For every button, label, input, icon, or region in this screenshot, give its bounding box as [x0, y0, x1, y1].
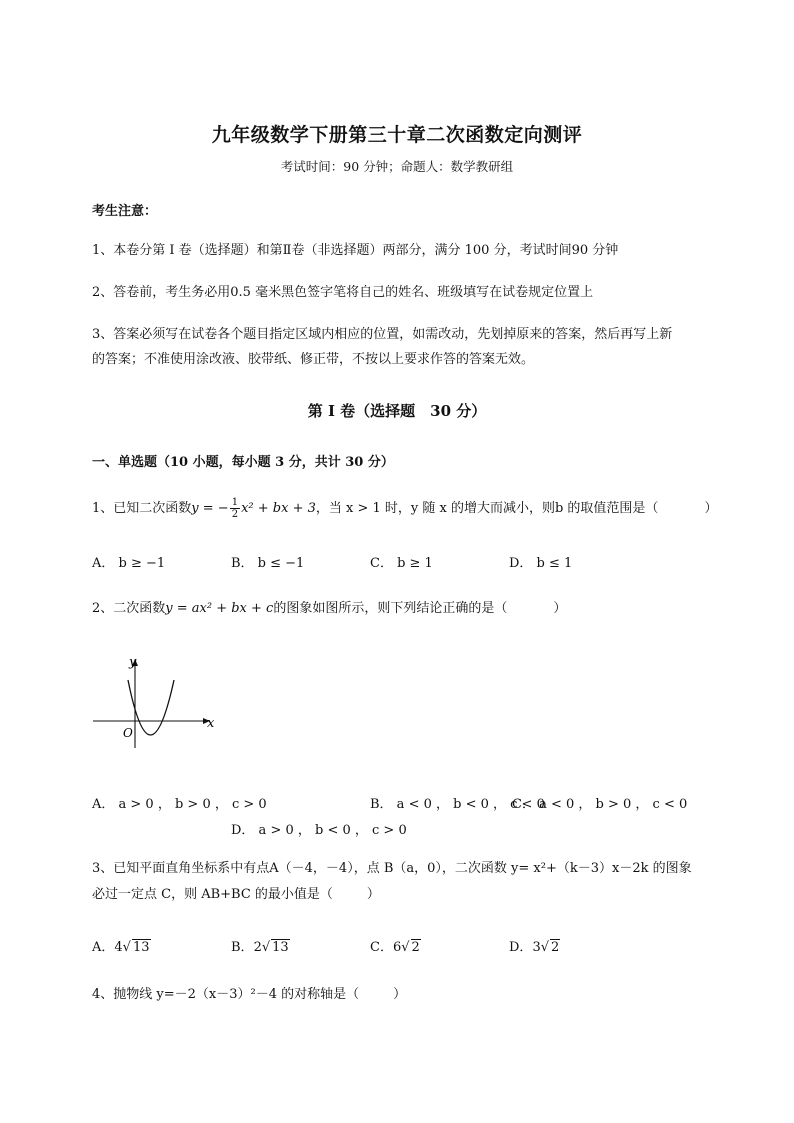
- q2-option-a[interactable]: A． a > 0 ， b > 0 ， c > 0: [92, 797, 267, 812]
- sqrt-icon: √: [401, 940, 410, 955]
- q3-option-a[interactable]: [92, 936, 151, 955]
- q3-option-d[interactable]: [509, 936, 560, 955]
- q1-frac-num: 1: [231, 497, 239, 508]
- q1-fraction: [230, 497, 240, 520]
- notice-item-2: 2、答卷前，考生务必用0.5 毫米黑色签字笔将自己的姓名、班级填写在试卷规定位置上: [92, 285, 594, 300]
- q3-b-label: B．: [231, 940, 254, 955]
- q3-d-rad: 2: [551, 940, 560, 955]
- question-3-line-2: [92, 882, 380, 907]
- q1-close: ）: [704, 501, 718, 516]
- notice-item-3-cont: 的答案；不准使用涂改液、胶带纸、修正带，不按以上要求作答的答案无效。: [92, 352, 535, 367]
- notice-heading: 考生注意：: [92, 204, 158, 219]
- q3-d-coef: 3: [532, 940, 541, 955]
- sqrt-icon: √: [122, 940, 131, 955]
- q4-close: ）: [393, 987, 407, 1002]
- q3-b-rad: 13: [272, 940, 289, 955]
- origin-label: O: [123, 726, 133, 740]
- q3-b-coef: 2: [253, 940, 262, 955]
- q3-a-coef: 4: [114, 940, 123, 955]
- q2-eq: y = ax² + bx + c: [165, 601, 274, 616]
- question-2: [92, 596, 566, 621]
- q3-option-b[interactable]: [231, 936, 290, 955]
- question-3-line-1: 3、已知平面直角坐标系中有点A（－4，－4），点 B（a，0），二次函数 y= x²+（k－3）x－2k 的图象: [92, 861, 692, 876]
- x-axis-label: x: [207, 716, 215, 731]
- q1-frac-den: 2: [231, 509, 239, 520]
- q3-option-c[interactable]: [370, 936, 421, 955]
- q1-mid: y 随 x 的增大而减小，则b 的取值范围是（: [410, 501, 659, 516]
- y-axis-label: y: [129, 655, 137, 670]
- q3-c-label: C．: [370, 940, 393, 955]
- q3-c-coef: 6: [392, 940, 402, 955]
- q1-option-c[interactable]: C． b ≥ 1: [370, 556, 433, 571]
- q1-prefix: 1、已知二次函数: [92, 501, 192, 516]
- q4-text: 4、抛物线 y=－2（x－3）²－4 的对称轴是（: [92, 987, 360, 1002]
- q3-d-label: D．: [509, 940, 533, 955]
- notice-item-1: 1、本卷分第 I 卷（选择题）和第Ⅱ卷（非选择题）两部分，满分 100 分，考试时间90 分钟: [92, 243, 619, 258]
- question-4: [92, 982, 406, 1007]
- q2-close: ）: [553, 601, 567, 616]
- section-title: 第 I 卷（选择题 30 分）: [307, 402, 487, 420]
- q1-option-a[interactable]: A． b ≥ −1: [92, 556, 166, 571]
- q2-option-d[interactable]: D． a > 0 ， b < 0 ， c > 0: [231, 823, 407, 838]
- page-title: 九年级数学下册第三十章二次函数定向测评: [211, 124, 583, 146]
- q3-close: ）: [366, 887, 380, 902]
- q3-line2-text: 必过一定点 C，则 AB+BC 的最小值是（: [92, 887, 333, 902]
- exam-subtitle: 考试时间：90 分钟；命题人：数学教研组: [280, 159, 514, 174]
- q1-eq: = −: [198, 501, 229, 516]
- q1-y: y: [191, 501, 199, 516]
- part-title: 一、单选题（10 小题，每小题 3 分，共计 30 分）: [92, 455, 394, 470]
- q1-rest: x² + bx + 3: [241, 501, 316, 516]
- q3-a-rad: 13: [132, 940, 150, 955]
- q2-option-c[interactable]: C． a < 0 ， b > 0 ， c < 0: [512, 797, 688, 812]
- q1-option-d[interactable]: D． b ≤ 1: [509, 556, 573, 571]
- sqrt-icon: √: [540, 940, 550, 955]
- q2-prefix: 2、二次函数: [92, 601, 166, 616]
- q2-suffix: 的图象如图所示，则下列结论正确的是（: [273, 601, 508, 616]
- q2-parabola-graph: [90, 650, 220, 750]
- q3-c-rad: 2: [411, 940, 420, 955]
- question-1: [92, 496, 717, 521]
- notice-item-3: 3、答案必须写在试卷各个题目指定区域内相应的位置，如需改动，先划掉原来的答案，然后再写上新: [92, 327, 673, 342]
- q1-option-b[interactable]: B． b ≤ −1: [231, 556, 305, 571]
- q1-cond: ，当 x > 1 时，: [315, 501, 411, 516]
- sqrt-icon: √: [261, 940, 271, 955]
- q2-option-b[interactable]: B． a < 0 ， b < 0 ， c < 0: [370, 797, 545, 812]
- q3-a-label: A．: [92, 940, 115, 955]
